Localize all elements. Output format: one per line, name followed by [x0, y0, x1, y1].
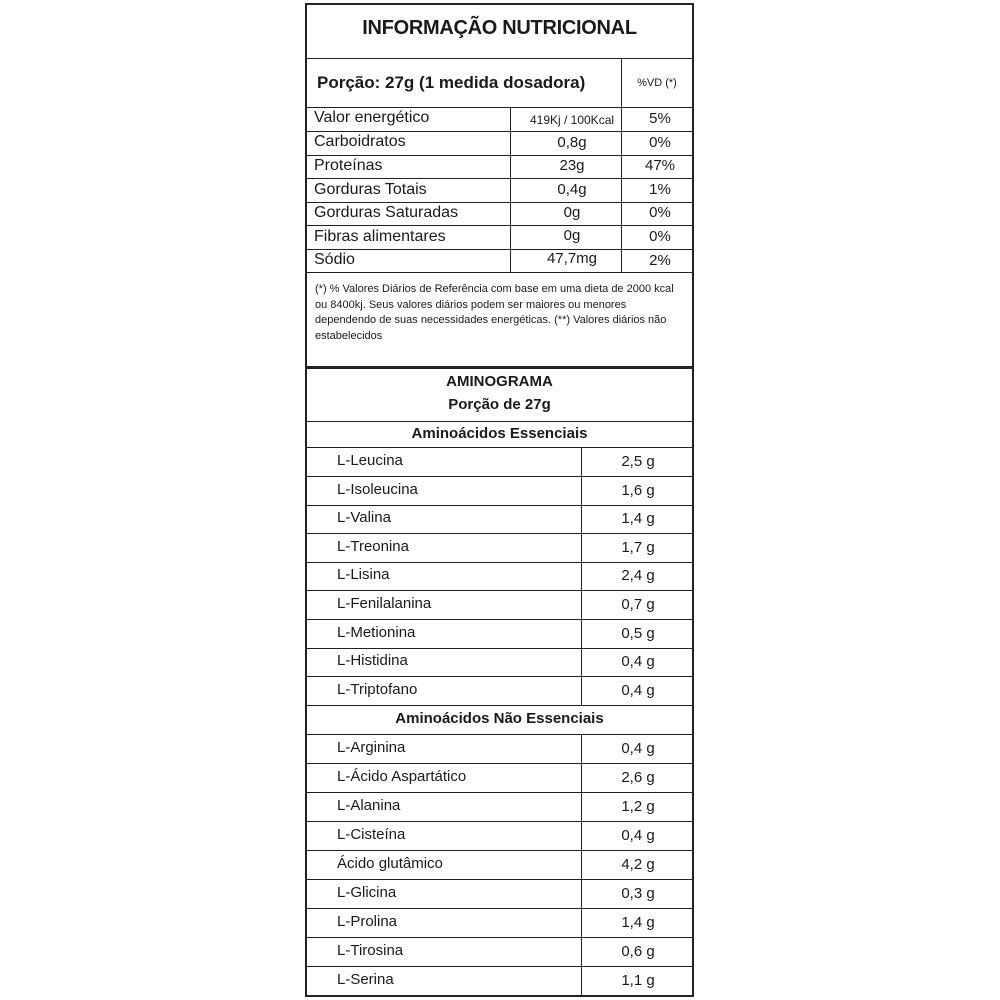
nonessential-header: Aminoácidos Não Essenciais [395, 710, 604, 727]
amino-value: 0,6 g [621, 943, 655, 960]
amino-value: 0,4 g [621, 653, 655, 670]
divider [307, 421, 692, 422]
divider [307, 533, 692, 534]
amino-name: Ácido glutâmico [337, 855, 443, 872]
nutrient-value: 47,7mg [546, 250, 598, 267]
divider [307, 619, 692, 620]
amino-value: 2,6 g [621, 769, 655, 786]
amino-name: L-Alanina [337, 797, 401, 814]
divider [307, 505, 692, 506]
nutrient-value: 0,8g [557, 134, 587, 151]
divider [307, 850, 692, 851]
divider [307, 648, 692, 649]
amino-value: 1,7 g [621, 539, 655, 556]
amino-value: 0,4 g [621, 682, 655, 699]
amino-value: 0,4 g [621, 827, 655, 844]
divider [307, 966, 692, 967]
nutrient-vd: 1% [649, 181, 671, 198]
amino-value: 1,2 g [621, 798, 655, 815]
amino-name: L-Fenilalanina [337, 595, 432, 612]
amino-value: 1,1 g [621, 972, 655, 989]
amino-name: L-Cisteína [337, 826, 406, 843]
amino-value: 0,4 g [621, 740, 655, 757]
divider [307, 590, 692, 591]
amino-name: L-Histidina [337, 652, 408, 669]
divider [307, 676, 692, 677]
amino-name: L-Serina [337, 971, 394, 988]
amino-value: 2,4 g [621, 567, 655, 584]
nutrient-vd: 2% [649, 252, 671, 269]
aminogram-portion: Porção de 27g [448, 396, 551, 413]
amino-name: L-Prolina [337, 913, 398, 930]
nutrient-value: 419Kj / 100Kcal [529, 113, 615, 127]
nutrient-vd: 0% [649, 134, 671, 151]
nutrient-name: Gorduras Totais [314, 181, 427, 198]
aminogram-title: AMINOGRAMA [446, 373, 553, 390]
divider [307, 202, 692, 203]
nutrient-name: Sódio [314, 251, 355, 268]
amino-value: 2,5 g [621, 453, 655, 470]
nutrient-vd: 5% [649, 110, 671, 127]
divider [307, 178, 692, 179]
amino-name: L-Lisina [337, 566, 390, 583]
amino-name: L-Metionina [337, 624, 416, 641]
column-divider [581, 734, 582, 997]
nutrient-name: Fibras alimentares [314, 228, 446, 245]
divider [307, 225, 692, 226]
footnote: (*) % Valores Diários de Referência com base em uma dieta de 2000 kcal ou 8400kj. Seus valores diários podem ser maiores ou menores dependendo de suas necessidades energéticas. (**) Valores diários não estabelecidos [315, 283, 674, 342]
divider [307, 562, 692, 563]
divider [307, 937, 692, 938]
amino-name: L-Valina [337, 509, 391, 526]
divider [307, 476, 692, 477]
amino-value: 1,6 g [621, 482, 655, 499]
amino-value: 1,4 g [621, 510, 655, 527]
nutrition-title: INFORMAÇÃO NUTRICIONAL [362, 17, 637, 39]
nutrition-table [305, 3, 694, 368]
nutrient-value: 23g [559, 157, 585, 174]
portion-label: Porção: 27g (1 medida dosadora) [317, 73, 586, 92]
nutrient-name: Valor energético [314, 109, 430, 126]
divider [307, 763, 692, 764]
nutrient-value: 0g [563, 204, 581, 221]
nutrient-name: Carboidratos [314, 133, 406, 150]
amino-name: L-Triptofano [337, 681, 418, 698]
amino-name: L-Ácido Aspartático [337, 768, 467, 785]
amino-value: 1,4 g [621, 914, 655, 931]
nutrient-value: 0g [563, 227, 581, 244]
nutrient-value: 0,4g [557, 181, 587, 198]
divider [307, 879, 692, 880]
divider [307, 131, 692, 132]
amino-value: 4,2 g [621, 856, 655, 873]
amino-name: L-Leucina [337, 452, 403, 469]
amino-name: L-Tirosina [337, 942, 404, 959]
divider [307, 58, 692, 59]
divider [307, 821, 692, 822]
amino-name: L-Treonina [337, 538, 409, 555]
divider [307, 908, 692, 909]
essential-header: Aminoácidos Essenciais [411, 425, 588, 442]
amino-value: 0,5 g [621, 625, 655, 642]
divider [307, 705, 692, 706]
amino-name: L-Glicina [337, 884, 397, 901]
nutrient-vd: 0% [649, 204, 671, 221]
amino-value: 0,3 g [621, 885, 655, 902]
aminogram-table [305, 367, 694, 997]
divider [307, 792, 692, 793]
nutrient-vd: 47% [644, 157, 676, 174]
divider [307, 249, 692, 250]
nutrient-name: Proteínas [314, 157, 383, 174]
amino-value: 0,7 g [621, 596, 655, 613]
nutrient-name: Gorduras Saturadas [314, 204, 459, 221]
amino-name: L-Arginina [337, 739, 406, 756]
divider [307, 447, 692, 448]
column-divider [581, 447, 582, 705]
divider [307, 734, 692, 735]
amino-name: L-Isoleucina [337, 481, 418, 498]
divider [307, 107, 692, 108]
vd-header: %VD (*) [637, 77, 677, 89]
divider [307, 272, 692, 273]
nutrient-vd: 0% [649, 228, 671, 245]
divider [307, 155, 692, 156]
